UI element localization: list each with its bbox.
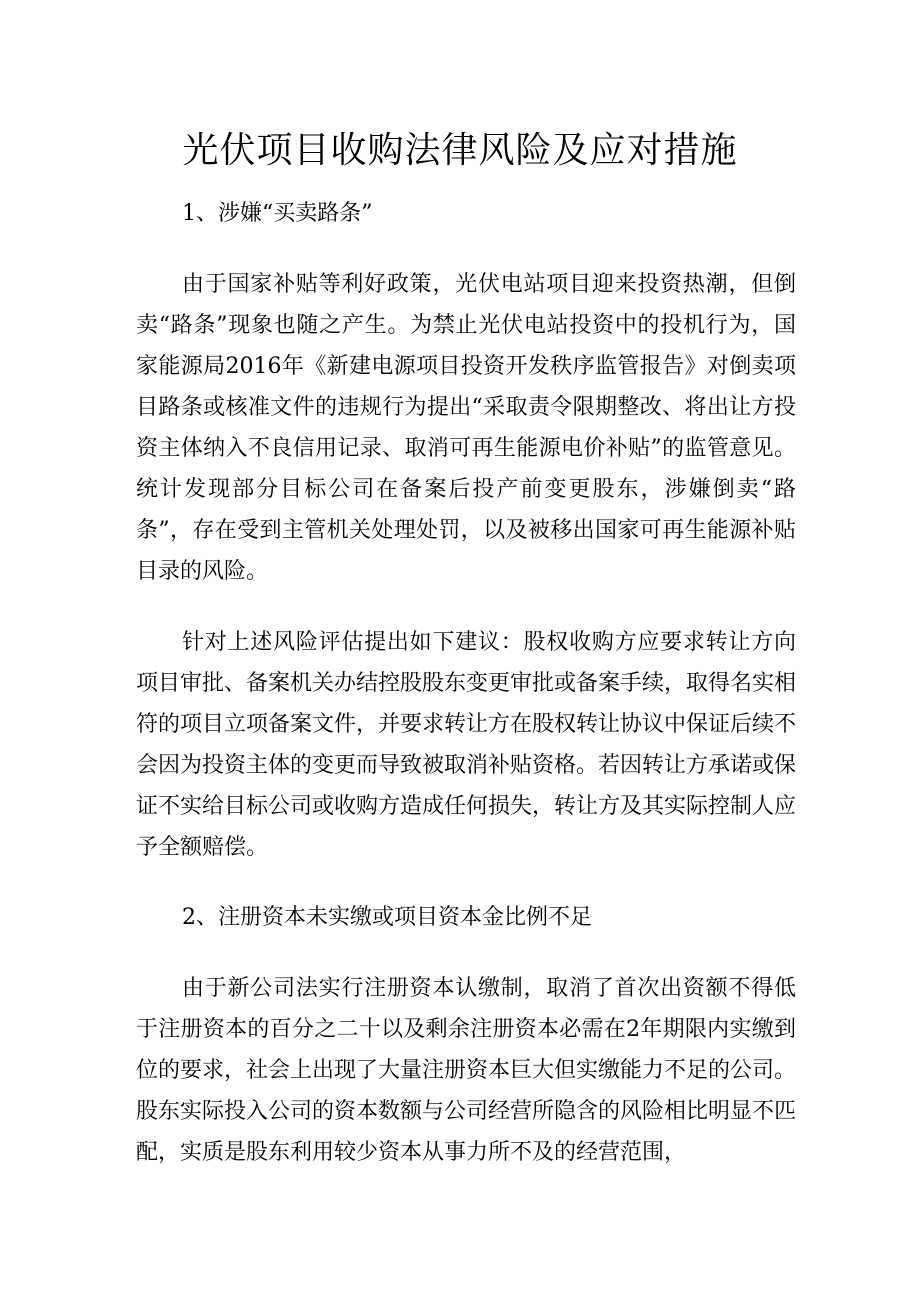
section-heading-1: 1、涉嫌“买卖路条” <box>182 201 373 226</box>
section-2-paragraph-1: 由于新公司法实行注册资本认缴制，取消了首次出资额不得低于注册资本的百分之二十以及剩余注册资本必需在2年期限内实缴到位的要求，社会上出现了大量注册资本巨大但实缴能力不足的公司。股东实际投入公司的资本数额与公司经营所隐含的风险相比明显不匹配，实质是股东利用较少资本从事力所不及的经营范围， <box>136 976 797 1165</box>
section-heading-2: 2、注册资本未实缴或项目资本金比例不足 <box>182 905 592 930</box>
document-body <box>136 194 796 1203</box>
section-1-paragraph-2: 针对上述风险评估提出如下建议：股权收购方应要求转让方向项目审批、备案机关办结控股股东变更审批或备案手续，取得名实相符的项目立项备案文件，并要求转让方在股权转让协议中保证后续不会因为投资主体的变更而导致被取消补贴资格。若因转让方承诺或保证不实给目标公司或收购方造成任何损失，转让方及其实际控制人应予全额赔偿。 <box>136 630 797 860</box>
section-1-paragraph-1: 由于国家补贴等利好政策，光伏电站项目迎来投资热潮，但倒卖“路条”现象也随之产生。为禁止光伏电站投资中的投机行为，国家能源局2016年《新建电源项目投资开发秩序监管报告》对倒卖项目路条或核准文件的违规行为提出“采取责令限期整改、将出让方投资主体纳入不良信用记录、取消可再生能源电价补贴”的监管意见。统计发现部分目标公司在备案后投产前变更股东，涉嫌倒卖“路条”，存在受到主管机关处理处罚，以及被移出国家可再生能源补贴目录的风险。 <box>136 272 796 584</box>
page-title: 光伏项目收购法律风险及应对措施 <box>182 130 738 171</box>
